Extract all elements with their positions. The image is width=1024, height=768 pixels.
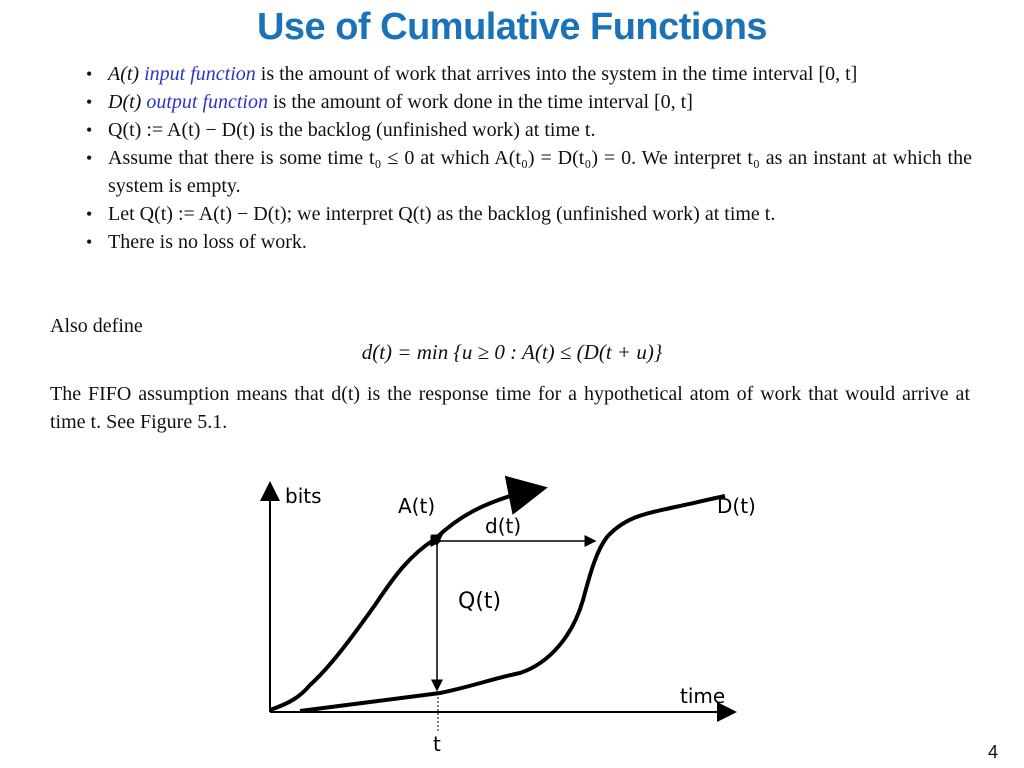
bullet-input-function xyxy=(82,60,972,88)
delay-label: d(t) xyxy=(485,514,522,538)
y-axis-label: bits xyxy=(285,484,322,508)
bullet-text: Let Q(t) := A(t) − D(t); we interpret Q(t) as the backlog (unfinished work) at time t. xyxy=(108,203,776,225)
bullet-list xyxy=(82,60,972,256)
time-marker-label: t xyxy=(433,732,441,756)
backlog-label: Q(t) xyxy=(458,589,502,614)
bullet-dot: • xyxy=(86,232,93,252)
bullet-no-loss xyxy=(82,228,972,256)
bullet-text: Assume that there is some time t₀ ≤ 0 at which A(t₀) = D(t₀) = 0. We interpret t₀ as an instant at which the system is empty. xyxy=(108,147,972,197)
bullet-dot: • xyxy=(86,92,93,112)
bullet-output-function xyxy=(82,88,972,116)
departure-label: D(t) xyxy=(717,494,756,518)
bullet-backlog xyxy=(82,116,972,144)
also-define-text: Also define xyxy=(50,315,143,337)
term-output-function: output function xyxy=(146,91,268,113)
delay-equation: d(t) = min {u ≥ 0 : A(t) ≤ (D(t + u)} xyxy=(361,340,663,364)
bullet-dot: • xyxy=(86,204,93,224)
bullet-text: There is no loss of work. xyxy=(108,231,307,253)
page-number: 4 xyxy=(987,742,998,762)
cumulative-functions-figure xyxy=(255,475,775,760)
bullet-empty-instant xyxy=(82,144,972,200)
symbol-d-t: D(t) xyxy=(108,91,142,113)
arrival-label: A(t) xyxy=(398,494,436,518)
symbol-a-t: A(t) xyxy=(108,63,140,85)
bullet-dot: • xyxy=(86,148,93,168)
x-axis-label: time xyxy=(680,684,726,708)
bullet-text: Q(t) := A(t) − D(t) is the backlog (unfinished work) at time t. xyxy=(108,119,596,141)
fifo-paragraph: The FIFO assumption means that d(t) is the response time for a hypothetical atom of work that would arrive at time t. See Figure 5.1. xyxy=(50,383,970,433)
term-input-function: input function xyxy=(144,63,256,85)
bullet-text: is the amount of work done in the time interval [0, t] xyxy=(268,91,693,113)
bullet-let-q xyxy=(82,200,972,228)
bullet-dot: • xyxy=(86,120,93,140)
bullet-dot: • xyxy=(86,64,93,84)
bullet-text: is the amount of work that arrives into the system in the time interval [0, t] xyxy=(255,63,858,85)
slide-title: Use of Cumulative Functions xyxy=(256,6,768,48)
